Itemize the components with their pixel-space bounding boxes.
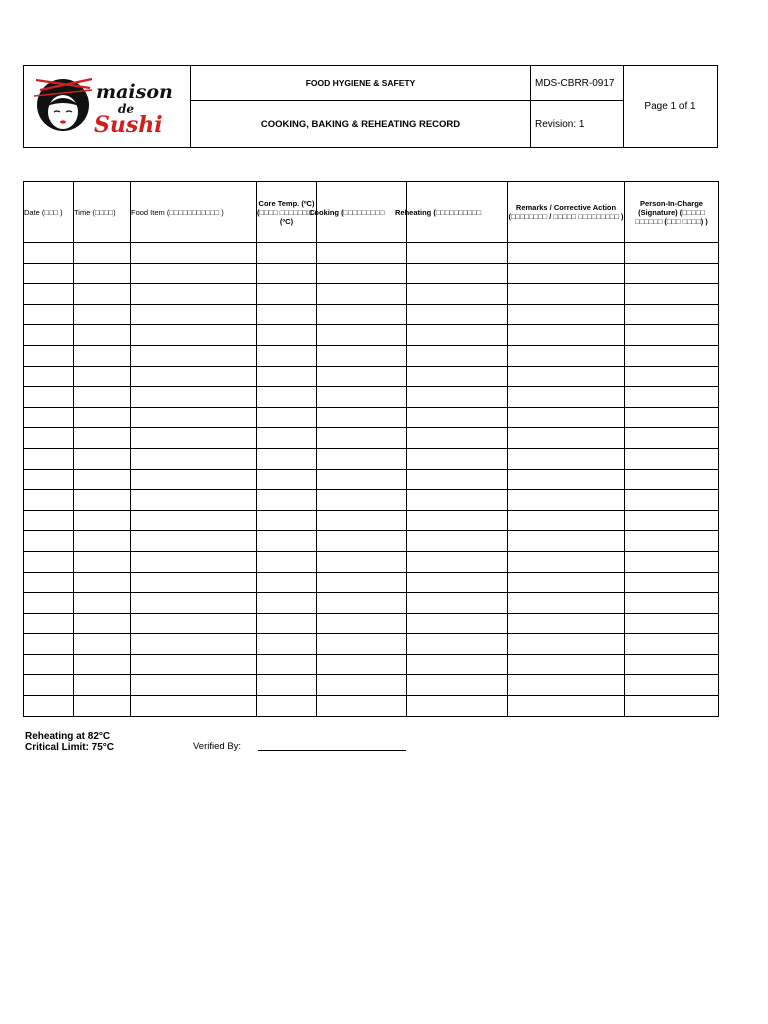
table-cell[interactable] [317,696,407,717]
table-cell[interactable] [407,696,508,717]
table-cell[interactable] [407,407,508,428]
table-cell[interactable] [257,531,317,552]
table-cell[interactable] [407,366,508,387]
table-header-row [24,182,719,243]
table-cell[interactable] [317,613,407,634]
table-cell[interactable] [508,696,625,717]
table-cell[interactable] [625,469,719,490]
table-cell[interactable] [131,345,257,366]
table-cell[interactable] [24,407,74,428]
page-number: Page 1 of 1 [644,101,696,112]
table-cell[interactable] [625,345,719,366]
table-cell[interactable] [24,387,74,408]
table-cell[interactable] [407,448,508,469]
table-cell[interactable] [317,428,407,449]
table-row [24,284,719,305]
table-row [24,531,719,552]
table-cell[interactable] [407,428,508,449]
table-cell[interactable] [407,551,508,572]
table-cell[interactable] [508,593,625,614]
table-cell[interactable] [24,366,74,387]
table-cell[interactable] [625,634,719,655]
table-cell[interactable] [625,593,719,614]
table-cell[interactable] [74,345,131,366]
table-cell[interactable] [407,510,508,531]
table-cell[interactable] [508,366,625,387]
table-cell[interactable] [74,490,131,511]
table-cell[interactable] [407,613,508,634]
table-cell[interactable] [407,469,508,490]
table-cell[interactable] [625,531,719,552]
table-cell[interactable] [407,634,508,655]
table-cell[interactable] [24,696,74,717]
table-cell[interactable] [257,510,317,531]
table-cell[interactable] [74,366,131,387]
table-cell[interactable] [625,696,719,717]
table-row [24,387,719,408]
table-cell[interactable] [625,448,719,469]
column-header-core-temp: Core Temp. (ºC) (□□□□ □□□□□□□□ (ºC) [257,182,317,243]
table-cell[interactable] [74,572,131,593]
table-cell[interactable] [257,366,317,387]
table-cell[interactable] [508,448,625,469]
table-cell[interactable] [257,654,317,675]
table-row [24,366,719,387]
table-cell[interactable] [131,551,257,572]
table-cell[interactable] [74,675,131,696]
table-cell[interactable] [508,613,625,634]
table-cell[interactable] [625,284,719,305]
table-row [24,510,719,531]
table-cell[interactable] [257,448,317,469]
table-row [24,428,719,449]
table-cell[interactable] [74,325,131,346]
table-cell[interactable] [257,428,317,449]
table-cell[interactable] [407,284,508,305]
table-cell[interactable] [407,325,508,346]
table-cell[interactable] [24,593,74,614]
table-cell[interactable] [317,510,407,531]
table-cell[interactable] [508,551,625,572]
table-row [24,593,719,614]
table-cell[interactable] [257,572,317,593]
table-cell[interactable] [74,304,131,325]
table-cell[interactable] [625,387,719,408]
table-cell[interactable] [257,593,317,614]
table-cell[interactable] [508,263,625,284]
table-row [24,613,719,634]
table-cell[interactable] [625,428,719,449]
verified-by-signature-line[interactable] [258,750,406,751]
table-cell[interactable] [74,654,131,675]
table-cell[interactable] [257,551,317,572]
table-cell[interactable] [407,531,508,552]
table-cell[interactable] [131,284,257,305]
table-row [24,696,719,717]
table-cell[interactable] [24,675,74,696]
table-cell[interactable] [24,531,74,552]
document-title: COOKING, BAKING & REHEATING RECORD [191,101,531,147]
table-cell[interactable] [24,469,74,490]
table-cell[interactable] [257,490,317,511]
table-cell[interactable] [24,654,74,675]
table-cell[interactable] [74,387,131,408]
table-cell[interactable] [131,613,257,634]
table-cell[interactable] [317,593,407,614]
table-cell[interactable] [317,263,407,284]
table-cell[interactable] [131,304,257,325]
table-cell[interactable] [74,531,131,552]
table-cell[interactable] [74,469,131,490]
table-cell[interactable] [407,490,508,511]
table-cell[interactable] [24,304,74,325]
table-cell[interactable] [407,593,508,614]
table-cell[interactable] [131,696,257,717]
table-cell[interactable] [317,634,407,655]
table-cell[interactable] [24,510,74,531]
table-cell[interactable] [625,366,719,387]
table-cell[interactable] [24,613,74,634]
logo-cell [24,66,191,147]
table-cell[interactable] [24,572,74,593]
table-cell[interactable] [508,387,625,408]
table-cell[interactable] [317,304,407,325]
table-cell[interactable] [257,243,317,264]
table-row [24,469,719,490]
table-cell[interactable] [131,531,257,552]
table-cell[interactable] [317,243,407,264]
table-cell[interactable] [508,345,625,366]
table-cell[interactable] [24,551,74,572]
temperature-notes [25,731,114,753]
table-cell[interactable] [407,263,508,284]
table-cell[interactable] [508,531,625,552]
revision-label: Revision: 1 [531,101,624,147]
table-cell[interactable] [131,407,257,428]
table-cell[interactable] [24,243,74,264]
table-cell[interactable] [131,448,257,469]
table-cell[interactable] [317,572,407,593]
table-cell[interactable] [317,675,407,696]
table-cell[interactable] [74,551,131,572]
table-cell[interactable] [508,634,625,655]
table-cell[interactable] [508,654,625,675]
table-cell[interactable] [131,469,257,490]
verified-by-label: Verified By: [193,741,242,752]
table-cell[interactable] [74,510,131,531]
table-cell[interactable] [257,407,317,428]
document-header [23,65,718,148]
table-cell[interactable] [74,428,131,449]
logo-text-maison: maison [96,81,173,103]
table-cell[interactable] [24,634,74,655]
column-header-time: Time (□□□□) [74,182,131,243]
table-row [24,448,719,469]
table-cell[interactable] [257,304,317,325]
table-cell[interactable] [407,304,508,325]
table-cell[interactable] [508,490,625,511]
table-cell[interactable] [317,654,407,675]
table-row [24,654,719,675]
cooking-record-table [23,181,719,717]
table-row [24,304,719,325]
table-cell[interactable] [317,448,407,469]
table-cell[interactable] [317,366,407,387]
logo-text-sushi: Sushi [94,112,163,138]
table-cell[interactable] [257,696,317,717]
table-cell[interactable] [625,407,719,428]
table-cell[interactable] [317,407,407,428]
table-cell[interactable] [317,490,407,511]
table-cell[interactable] [131,654,257,675]
reheating-note: Reheating at 82°C [25,731,111,742]
table-cell[interactable] [625,243,719,264]
table-cell[interactable] [317,284,407,305]
table-cell[interactable] [407,387,508,408]
table-cell[interactable] [131,325,257,346]
table-cell[interactable] [257,345,317,366]
table-cell[interactable] [131,675,257,696]
table-cell[interactable] [74,593,131,614]
table-cell[interactable] [407,675,508,696]
table-cell[interactable] [74,634,131,655]
table-cell[interactable] [508,325,625,346]
table-cell[interactable] [317,551,407,572]
table-cell[interactable] [407,243,508,264]
table-cell[interactable] [317,531,407,552]
column-header-food-item: Food Item (□□□□□□□□□□□ ) [131,182,257,243]
table-row [24,263,719,284]
table-row [24,490,719,511]
column-header-remarks: Remarks / Corrective Action (□□□□□□□□ / □□□□□ □□□□□□□□□ ) [508,182,625,243]
table-row [24,572,719,593]
table-cell[interactable] [24,345,74,366]
table-row [24,345,719,366]
table-cell[interactable] [131,387,257,408]
table-cell[interactable] [131,634,257,655]
table-cell[interactable] [508,243,625,264]
table-row [24,407,719,428]
table-row [24,551,719,572]
document-number: MDS-CBRR-0917 [531,66,624,101]
table-cell[interactable] [131,593,257,614]
table-cell[interactable] [74,448,131,469]
table-cell[interactable] [625,675,719,696]
table-cell[interactable] [317,469,407,490]
maison-de-sushi-logo [34,76,184,138]
column-header-cooking: Cooking (□□□□□□□□□ [317,182,407,243]
table-cell[interactable] [257,675,317,696]
table-cell[interactable] [74,407,131,428]
table-cell[interactable] [508,510,625,531]
table-cell[interactable] [508,469,625,490]
table-cell[interactable] [131,572,257,593]
table-cell[interactable] [508,407,625,428]
column-header-reheating: Reheating (□□□□□□□□□□ [407,182,508,243]
table-row [24,634,719,655]
table-cell[interactable] [24,448,74,469]
table-cell[interactable] [74,696,131,717]
table-cell[interactable] [625,304,719,325]
table-cell[interactable] [317,345,407,366]
table-row [24,243,719,264]
table-cell[interactable] [131,366,257,387]
column-header-date: Date (□□□ ) [24,182,74,243]
table-cell[interactable] [625,551,719,572]
table-cell[interactable] [317,387,407,408]
table-cell[interactable] [257,263,317,284]
table-cell[interactable] [625,263,719,284]
table-cell[interactable] [257,634,317,655]
column-header-person-in-charge: Person-In-Charge (Signature) (□□□□□ □□□□□□ (□□□ □□□□) ) [625,182,719,243]
table-cell[interactable] [74,284,131,305]
table-cell[interactable] [407,654,508,675]
table-cell[interactable] [625,654,719,675]
table-body [24,243,719,717]
table-cell[interactable] [74,263,131,284]
table-cell[interactable] [625,325,719,346]
table-cell[interactable] [508,304,625,325]
table-row [24,325,719,346]
table-cell[interactable] [24,284,74,305]
table-cell[interactable] [24,490,74,511]
table-cell[interactable] [257,284,317,305]
table-cell[interactable] [317,325,407,346]
table-cell[interactable] [625,490,719,511]
table-cell[interactable] [131,510,257,531]
table-cell[interactable] [74,243,131,264]
table-cell[interactable] [24,325,74,346]
table-cell[interactable] [625,613,719,634]
table-cell[interactable] [257,325,317,346]
table-cell[interactable] [131,243,257,264]
table-cell[interactable] [257,469,317,490]
table-cell[interactable] [508,572,625,593]
department-label: FOOD HYGIENE & SAFETY [191,66,531,101]
table-cell[interactable] [131,263,257,284]
table-cell[interactable] [131,490,257,511]
table-cell[interactable] [407,345,508,366]
table-cell[interactable] [24,263,74,284]
table-cell[interactable] [625,572,719,593]
table-cell[interactable] [24,428,74,449]
table-cell[interactable] [508,675,625,696]
table-cell[interactable] [625,510,719,531]
table-cell[interactable] [508,428,625,449]
table-cell[interactable] [407,572,508,593]
table-cell[interactable] [257,613,317,634]
table-cell[interactable] [257,387,317,408]
logo-text-de: de [118,102,135,116]
table-cell[interactable] [131,428,257,449]
critical-limit-note: Critical Limit: 75°C [25,742,115,753]
table-cell[interactable] [74,613,131,634]
table-row [24,675,719,696]
table-cell[interactable] [508,284,625,305]
